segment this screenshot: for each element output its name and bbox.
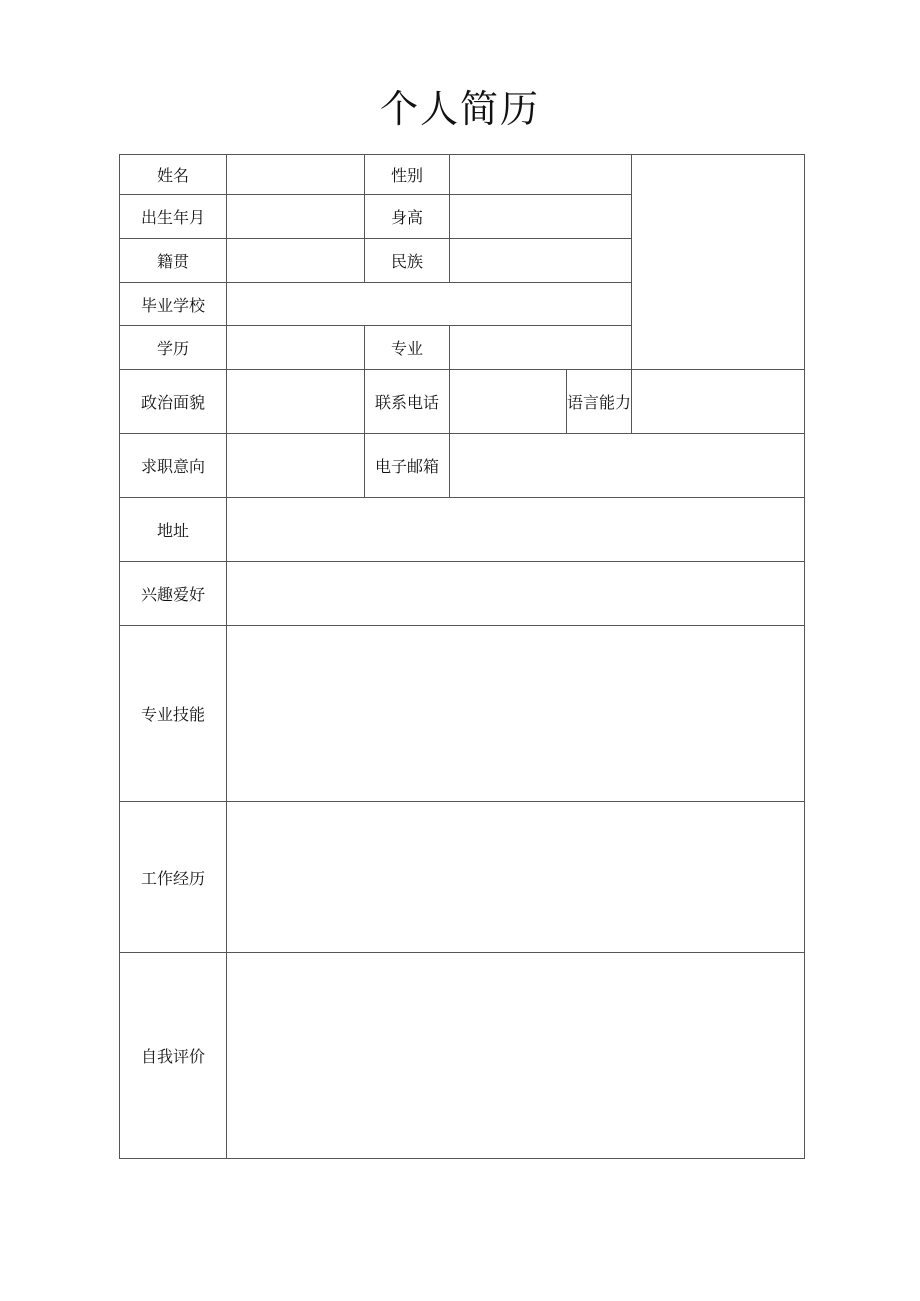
page-title: 个人简历 xyxy=(379,87,540,131)
major-field[interactable] xyxy=(450,326,632,370)
label-skills: 专业技能 xyxy=(120,626,227,802)
native-place-field[interactable] xyxy=(227,239,365,283)
political-status-field[interactable] xyxy=(227,370,365,434)
resume-table xyxy=(119,154,805,1159)
name-field[interactable] xyxy=(227,155,365,195)
address-field[interactable] xyxy=(227,498,805,562)
education-field[interactable] xyxy=(227,326,365,370)
label-phone: 联系电话 xyxy=(365,370,450,434)
height-field[interactable] xyxy=(450,195,632,239)
label-height: 身高 xyxy=(365,195,450,239)
label-hobbies: 兴趣爱好 xyxy=(120,562,227,626)
skills-field[interactable] xyxy=(227,626,805,802)
self-evaluation-field[interactable] xyxy=(227,953,805,1159)
photo-box[interactable] xyxy=(632,155,805,370)
label-address: 地址 xyxy=(120,498,227,562)
label-job-intention: 求职意向 xyxy=(120,434,227,498)
job-intention-field[interactable] xyxy=(227,434,365,498)
label-political-status: 政治面貌 xyxy=(120,370,227,434)
birth-field[interactable] xyxy=(227,195,365,239)
label-major: 专业 xyxy=(365,326,450,370)
label-gender: 性别 xyxy=(365,155,450,195)
label-birth: 出生年月 xyxy=(120,195,227,239)
label-language: 语言能力 xyxy=(567,370,632,434)
label-ethnicity: 民族 xyxy=(365,239,450,283)
label-name: 姓名 xyxy=(120,155,227,195)
hobbies-field[interactable] xyxy=(227,562,805,626)
language-field[interactable] xyxy=(632,370,805,434)
work-experience-field[interactable] xyxy=(227,802,805,953)
label-email: 电子邮箱 xyxy=(365,434,450,498)
email-field[interactable] xyxy=(450,434,805,498)
phone-field[interactable] xyxy=(450,370,567,434)
label-school: 毕业学校 xyxy=(120,283,227,326)
label-native-place: 籍贯 xyxy=(120,239,227,283)
label-self-evaluation: 自我评价 xyxy=(120,953,227,1159)
ethnicity-field[interactable] xyxy=(450,239,632,283)
label-education: 学历 xyxy=(120,326,227,370)
school-field[interactable] xyxy=(227,283,632,326)
label-work-experience: 工作经历 xyxy=(120,802,227,953)
gender-field[interactable] xyxy=(450,155,632,195)
